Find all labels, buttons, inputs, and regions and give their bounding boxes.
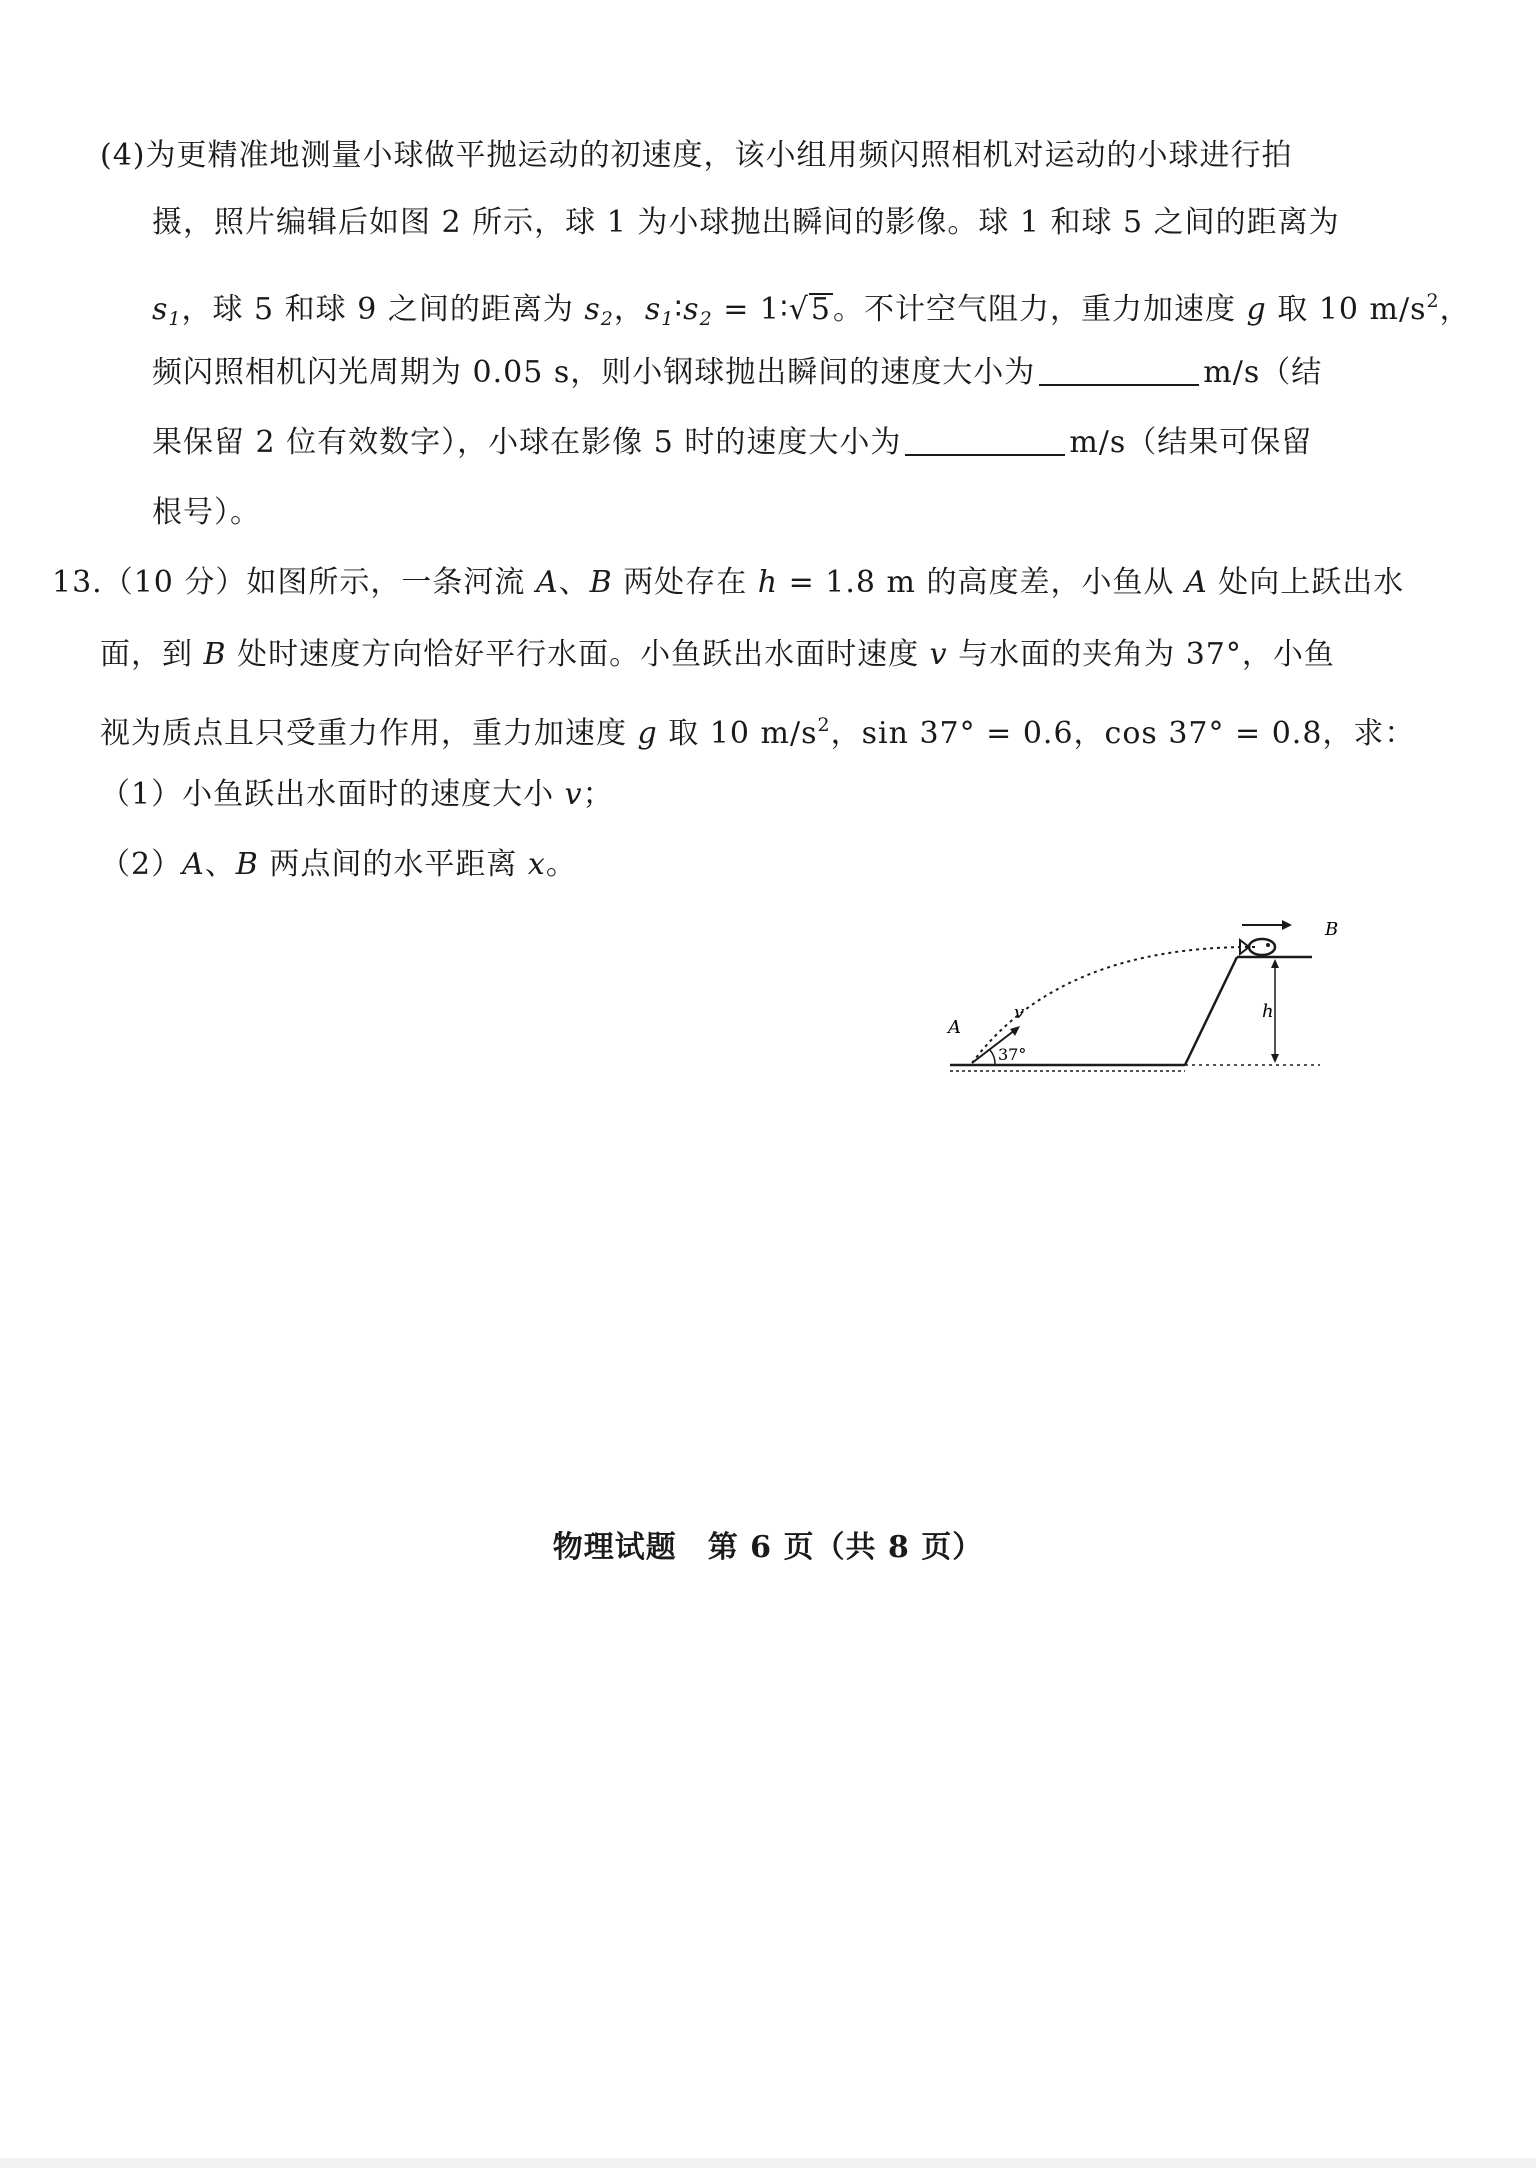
scan-edge bbox=[0, 2158, 1536, 2168]
q12-part4-line3: $s_1$，球 5 和球 9 之间的距离为 $s_2$，$s_1∶s_2$ = 1∶√5。不计空气阻力，重力加速度 g 取 10 $m/s^2$， bbox=[152, 290, 1471, 330]
angle-arc bbox=[990, 1050, 995, 1065]
label-h: h bbox=[1262, 1001, 1274, 1022]
q12-part4-line6: 根号）。 bbox=[152, 495, 261, 530]
river-bank-slope bbox=[1185, 957, 1237, 1065]
height-arrow-down bbox=[1271, 1054, 1279, 1063]
label-b: B bbox=[1325, 919, 1339, 940]
fish-jump-diagram bbox=[940, 905, 1360, 1075]
q13-subq1: （1）小鱼跃出水面时的速度大小 v； bbox=[100, 777, 614, 812]
q13-line2: 面，到 B 处时速度方向恰好平行水面。小鱼跃出水面时速度 v 与水面的夹角为 37°，小鱼 bbox=[100, 637, 1335, 672]
answer-blank-initial-speed[interactable] bbox=[1039, 358, 1199, 386]
q13-line3: 视为质点且只受重力作用，重力加速度 g 取 10 $m/s^2$，sin 37° = 0.6，cos 37° = 0.8，求： bbox=[100, 714, 1416, 751]
label-a: A bbox=[948, 1017, 961, 1038]
velocity-b-arrowhead bbox=[1282, 920, 1292, 930]
q13-subq2: （2）A、B 两点间的水平距离 x。 bbox=[100, 847, 577, 882]
q12-part4-line5: 果保留 2 位有效数字），小球在影像 5 时的速度大小为 m/s（结果可保留 bbox=[152, 425, 1313, 460]
q12-part4-line1: (4)为更精准地测量小球做平抛运动的初速度，该小组用频闪照相机对运动的小球进行拍 bbox=[100, 138, 1293, 173]
answer-blank-speed-at-5[interactable] bbox=[905, 428, 1065, 456]
q12-part4-line2: 摄，照片编辑后如图 2 所示，球 1 为小球抛出瞬间的影像。球 1 和球 5 之间的距离为 bbox=[152, 205, 1340, 240]
page-footer: 物理试题 第 6 页（共 8 页） bbox=[552, 1530, 984, 1565]
q13-line1: 13.（10 分）如图所示，一条河流 A、B 两处存在 h = 1.8 m 的高度差，小鱼从 A 处向上跃出水 bbox=[52, 565, 1405, 600]
label-v: v bbox=[1014, 1002, 1025, 1023]
height-arrow-up bbox=[1271, 959, 1279, 968]
velocity-arrowhead bbox=[1010, 1026, 1020, 1036]
q12-part4-line4: 频闪照相机闪光周期为 0.05 s，则小钢球抛出瞬间的速度大小为 m/s（结 bbox=[152, 355, 1323, 390]
label-angle: 37° bbox=[998, 1045, 1027, 1064]
